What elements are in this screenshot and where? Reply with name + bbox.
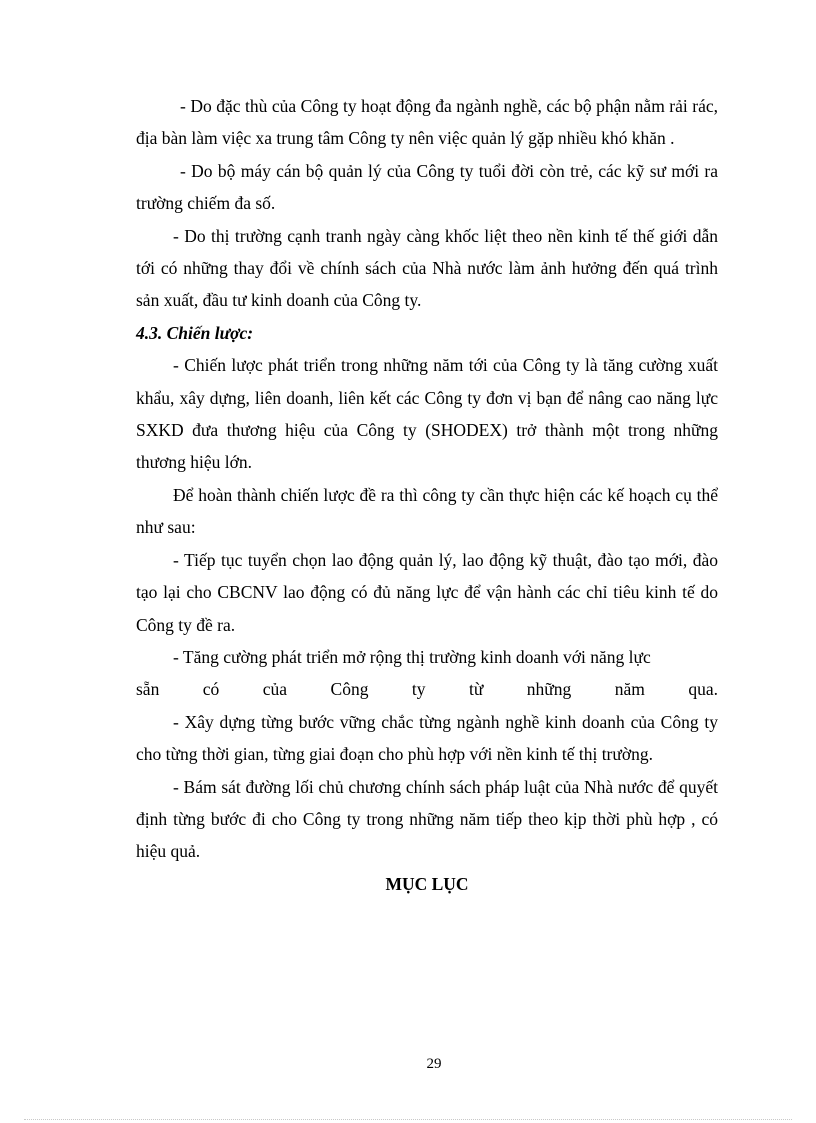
paragraph-7-line-2 <box>136 673 718 705</box>
word: ty <box>411 679 426 700</box>
word: sẵn <box>136 679 160 700</box>
word: của <box>262 679 288 700</box>
word: từ <box>468 679 484 700</box>
paragraph-4: - Chiến lược phát triển trong những năm tới của Công ty là tăng cường xuất khẩu, xây dựng, liên doanh, liên kết các Công ty đơn vị bạn để nâng cao năng lực SXKD đưa thương hiệu của Công ty (SHODEX) trở thành một trong những thương hiệu lớn. <box>136 355 718 473</box>
page-body <box>136 90 718 900</box>
paragraph-1: - Do đặc thù của Công ty hoạt động đa ngành nghề, các bộ phận nằm rải rác, địa bàn làm việc xa trung tâm Công ty nên việc quản lý gặp nhiều khó khăn . <box>136 96 718 149</box>
word: Công <box>330 679 369 700</box>
footer-divider <box>24 1119 792 1120</box>
word: năm <box>614 679 645 700</box>
section-heading: 4.3. Chiến lược: <box>136 322 254 343</box>
word: có <box>202 679 220 700</box>
paragraph-3: - Do thị trường cạnh tranh ngày càng khốc liệt theo nền kinh tế thế giới dẫn tới có những thay đổi về chính sách của Nhà nước làm ảnh hưởng đến quá trình sản xuất, đầu tư kinh doanh của Công ty. <box>136 225 718 311</box>
paragraph-2: - Do bộ máy cán bộ quản lý của Công ty tuổi đời còn trẻ, các kỹ sư mới ra trường chiếm đa số. <box>136 160 718 214</box>
paragraph-6: - Tiếp tục tuyển chọn lao động quản lý, lao động kỹ thuật, đào tạo mới, đào tạo lại cho CBCNV lao động có đủ năng lực để vận hành các chỉ tiêu kinh tế do Công ty đề ra. <box>136 549 718 635</box>
paragraph-5: Để hoàn thành chiến lược đề ra thì công ty cần thực hiện các kế hoạch cụ thể như sau: <box>136 484 718 538</box>
toc-title: MỤC LỤC <box>385 873 469 894</box>
word: những <box>526 679 572 700</box>
paragraph-8: - Xây dựng từng bước vững chắc từng ngành nghề kinh doanh của Công ty cho từng thời gian, từng giai đoạn cho phù hợp với nền kinh tế thị trường. <box>136 711 718 765</box>
paragraph-9: - Bám sát đường lối chủ chương chính sách pháp luật của Nhà nước để quyết định từng bước đi cho Công ty trong những năm tiếp theo kịp thời phù hợp , có hiệu quả. <box>136 776 718 862</box>
word: qua. <box>688 679 718 700</box>
paragraph-7-line-1: - Tăng cường phát triển mở rộng thị trường kinh doanh với năng lực <box>173 646 651 667</box>
page-number: 29 <box>426 1056 442 1072</box>
